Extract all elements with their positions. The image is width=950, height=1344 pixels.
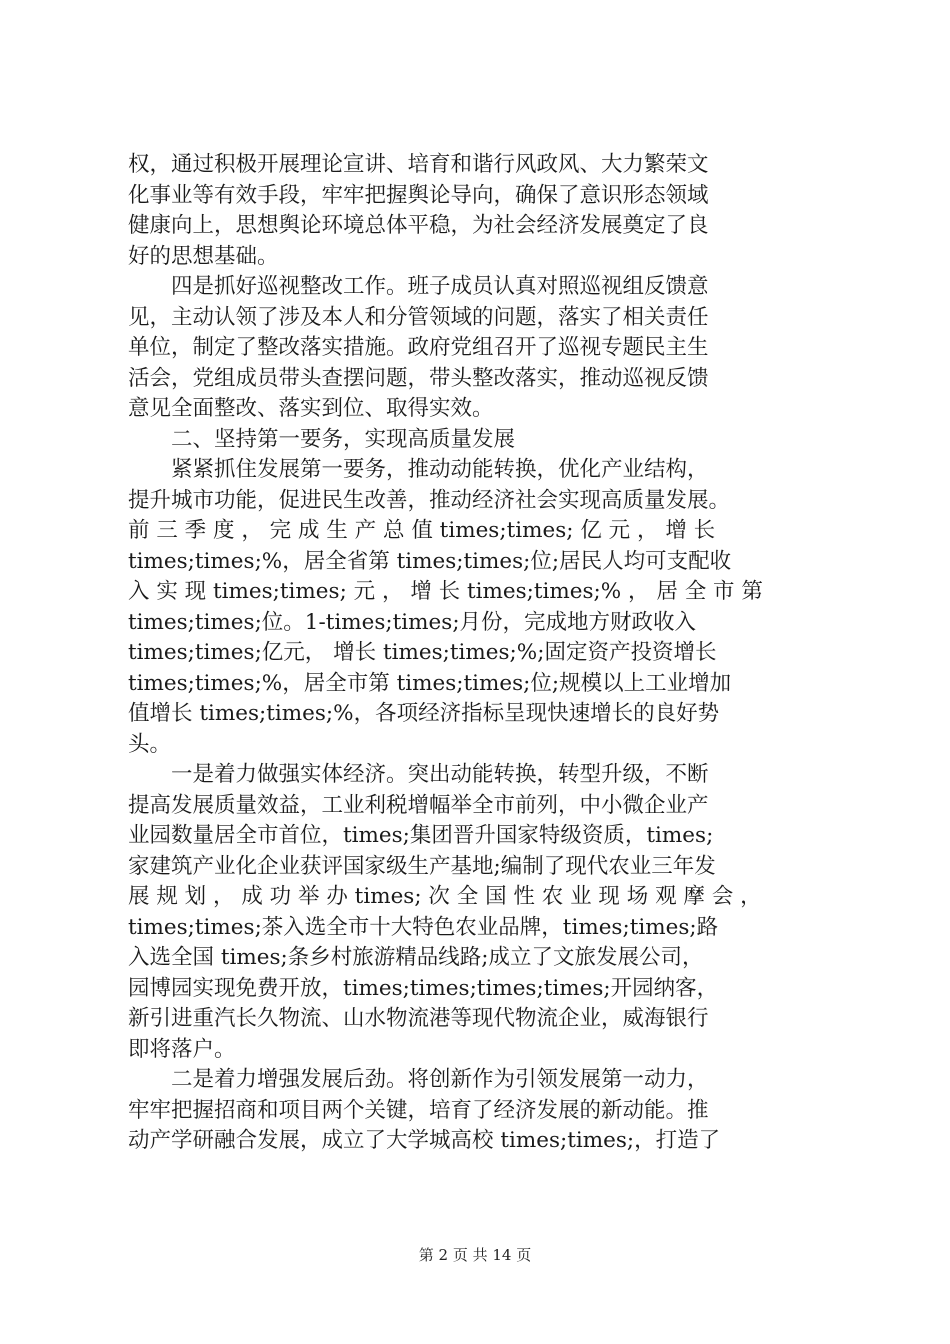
- text-line: 二是着力增强发展后劲。将创新作为引领发展第一动力，: [128, 1067, 709, 1092]
- text-line: 见，主动认领了涉及本人和分管领域的问题，落实了相关责任: [128, 304, 709, 330]
- text-line: 健康向上，思想舆论环境总体平稳，为社会经济发展奠定了良: [128, 213, 709, 238]
- text-line: 展 规 划 ， 成 功 举 办 times; 次 全 国 性 农 业 现 场 观 摩 会 ，: [128, 884, 762, 909]
- text-line: 园博园实现免费开放，times;times;times;times;开园纳客，: [128, 975, 719, 1001]
- text-line: 活会，党组成员带头查摆问题，带头整改落实，推动巡视反馈: [128, 365, 709, 391]
- text-line: 牢牢把握招商和项目两个关键，培育了经济发展的新动能。推: [128, 1097, 709, 1123]
- text-line: 一是着力做强实体经济。突出动能转换，转型升级，不断: [128, 762, 709, 787]
- text-line: 意见全面整改、落实到位、取得实效。: [128, 396, 494, 421]
- page-number-footer: 第 2 页 共 14 页: [418, 1246, 532, 1264]
- section-heading: 二、坚持第一要务，实现高质量发展: [128, 426, 516, 452]
- text-line: times;times;茶入选全市十大特色农业品牌，times;times;路: [128, 914, 719, 940]
- text-line: 单位，制定了整改落实措施。政府党组召开了巡视专题民主生: [128, 335, 709, 360]
- text-line: 好的思想基础。: [128, 243, 279, 269]
- text-line: times;times;%，居全市第 times;times;位;规模以上工业增加: [128, 670, 732, 696]
- text-line: 入 实 现 times;times; 元 ， 增 长 times;times;% ， 居 全 市 第: [128, 579, 763, 604]
- text-line: 权，通过积极开展理论宣讲、培育和谐行风政风、大力繁荣文: [128, 152, 709, 177]
- document-body: [128, 150, 830, 1157]
- text-line: times;times;%，居全省第 times;times;位;居民人均可支配收: [128, 548, 732, 574]
- text-line: 提高发展质量效益，工业利税增幅举全市前列，中小微企业产: [128, 792, 709, 818]
- text-line: 四是抓好巡视整改工作。班子成员认真对照巡视组反馈意: [128, 274, 709, 299]
- text-line: 动产学研融合发展，成立了大学城高校 times;times;，打造了: [128, 1128, 721, 1153]
- text-line: times;times;位。1-times;times;月份，完成地方财政收入: [128, 609, 697, 635]
- text-line: 紧紧抓住发展第一要务，推动动能转换，优化产业结构，: [128, 457, 709, 482]
- text-line: 新引进重汽长久物流、山水物流港等现代物流企业，威海银行: [128, 1006, 709, 1031]
- text-line: 家建筑产业化企业获评国家级生产基地;编制了现代农业三年发: [128, 853, 716, 879]
- text-line: 前 三 季 度 ， 完 成 生 产 总 值 times;times; 亿 元 ， 增 长: [128, 518, 716, 543]
- text-line: 即将落户。: [128, 1036, 236, 1062]
- text-line: 入选全国 times;条乡村旅游精品线路;成立了文旅发展公司，: [128, 945, 704, 970]
- text-line: times;times;亿元， 增长 times;times;%;固定资产投资增长: [128, 640, 717, 665]
- text-line: 提升城市功能，促进民生改善，推动经济社会实现高质量发展。: [128, 487, 731, 513]
- text-line: 化事业等有效手段，牢牢把握舆论导向，确保了意识形态领域: [128, 182, 709, 208]
- text-line: 头。: [128, 731, 172, 757]
- text-line: 值增长 times;times;%，各项经济指标呈现快速增长的良好势: [128, 701, 720, 726]
- text-line: 业园数量居全市首位，times;集团晋升国家特级资质，times;: [128, 823, 714, 848]
